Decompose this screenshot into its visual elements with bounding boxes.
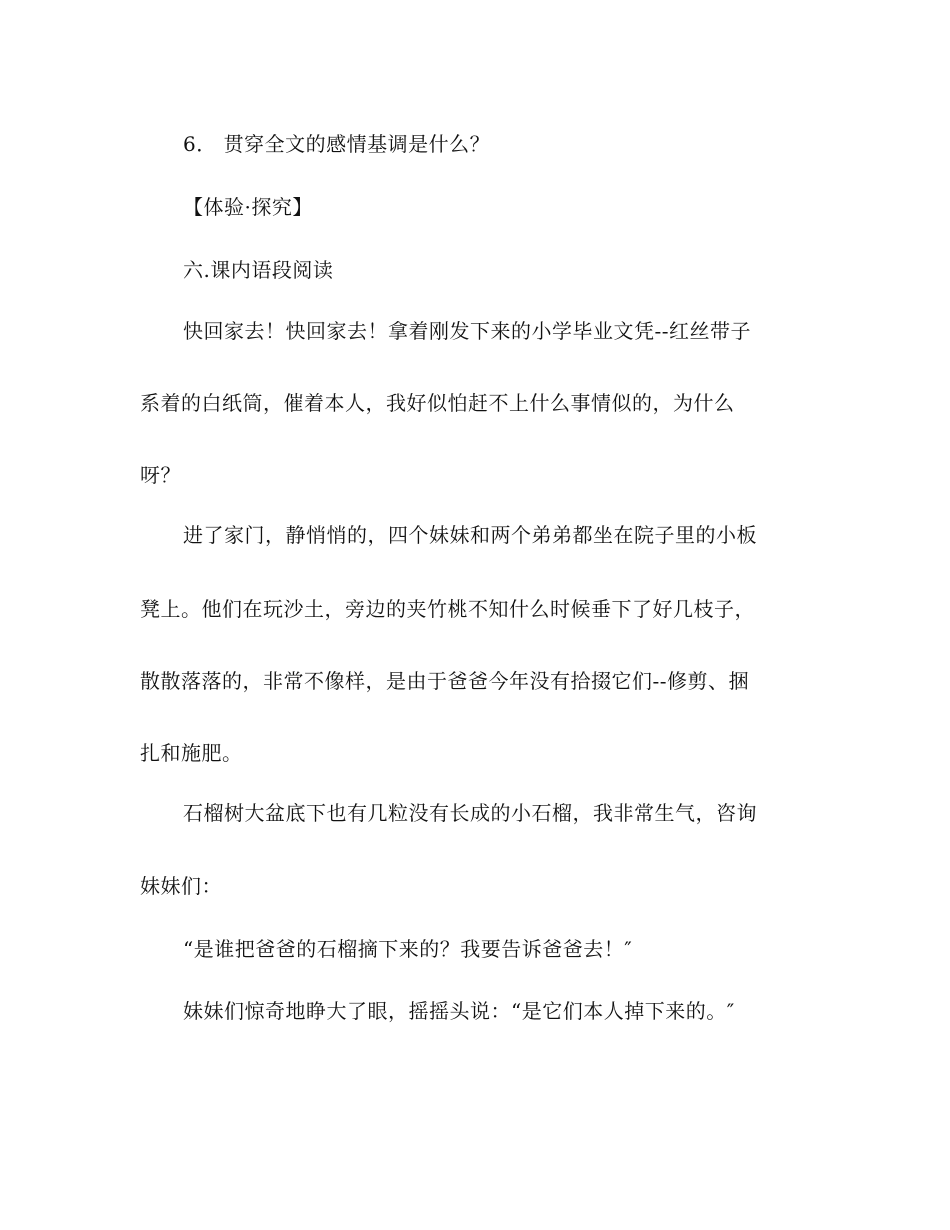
paragraph-2-line-3: 散散落落的，非常不像样，是由于爸爸今年没有拾掇它们--修剪、捆 bbox=[140, 669, 750, 693]
paragraph-2-line-4: 扎和施肥。 bbox=[140, 741, 243, 765]
section-heading-experience: 【体验·探究】 bbox=[183, 195, 313, 219]
section-heading-reading: 六.课内语段阅读 bbox=[183, 258, 334, 282]
paragraph-2-line-2: 凳上。他们在玩沙土，旁边的夹竹桃不知什么时候垂下了好几枝子， bbox=[140, 597, 755, 621]
paragraph-2-line-1: 进了家门，静悄悄的，四个妹妹和两个弟弟都坐在院子里的小板 bbox=[183, 523, 757, 547]
paragraph-1-line-2: 系着的白纸筒，催着本人，我好似怕赶不上什么事情似的，为什么 bbox=[140, 391, 735, 415]
paragraph-3-line-1: 石榴树大盆底下也有几粒没有长成的小石榴，我非常生气，咨询 bbox=[183, 801, 757, 825]
paragraph-1-line-3: 呀？ bbox=[140, 463, 181, 487]
question-6: 6． 贯穿全文的感情基调是什么？ bbox=[183, 132, 491, 156]
dialogue-line-1: “是谁把爸爸的石榴摘下来的？我要告诉爸爸去！″ bbox=[183, 937, 633, 961]
paragraph-3-line-2: 妹妹们： bbox=[140, 874, 222, 898]
dialogue-line-2: 妹妹们惊奇地睁大了眼，摇摇头说：“是它们本人掉下来的。″ bbox=[183, 999, 735, 1023]
paragraph-1-line-1: 快回家去！快回家去！拿着刚发下来的小学毕业文凭--红丝带子 bbox=[183, 319, 752, 343]
